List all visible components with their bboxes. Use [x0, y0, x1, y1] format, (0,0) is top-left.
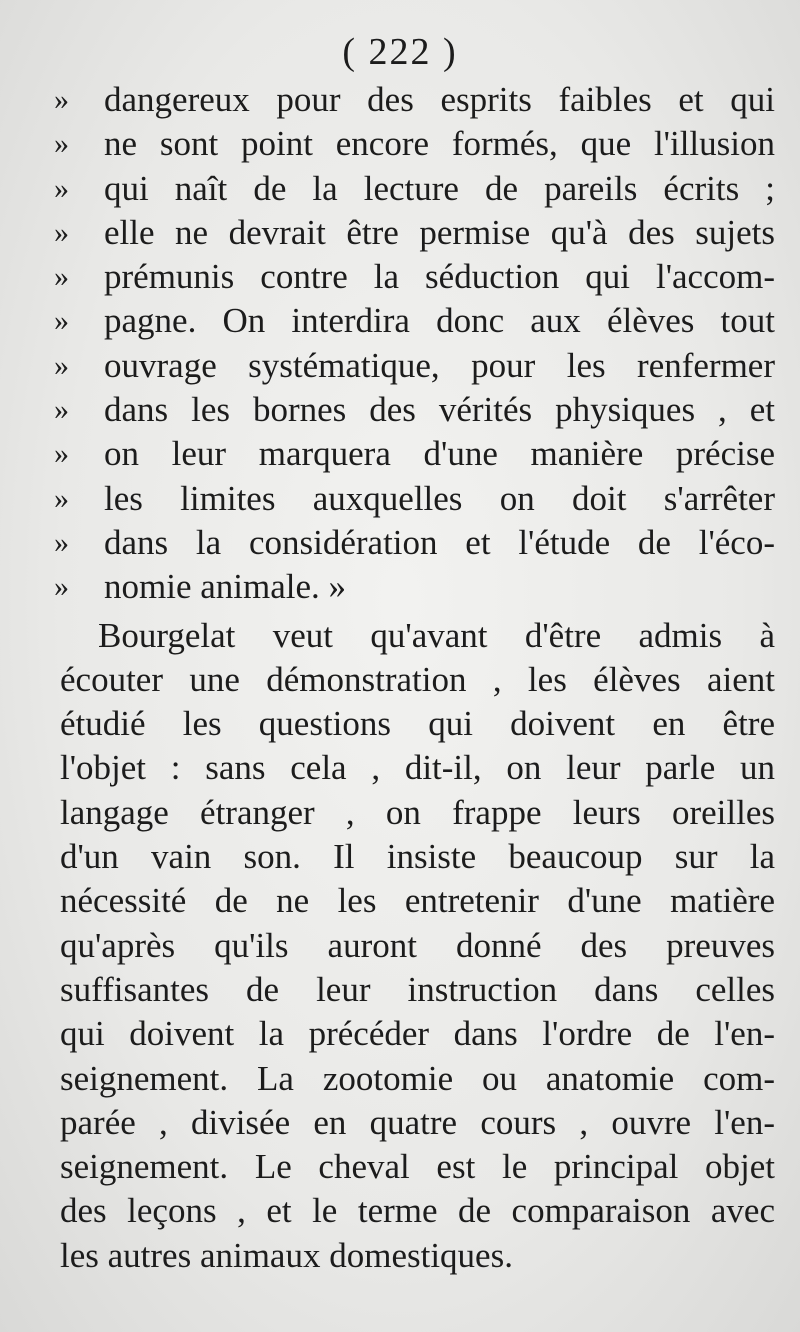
paragraph-line: nécessité de ne les entretenir d'une matière: [60, 881, 775, 921]
paragraph-line: suffisantes de leur instruction dans celles: [60, 969, 775, 1009]
quote-mark: »: [54, 525, 69, 559]
paragraph-line: parée , divisée en quatre cours , ouvre l'en-: [60, 1102, 775, 1142]
quote-line: » elle ne devrait être permise qu'à des sujets: [60, 211, 775, 255]
paragraph-line: étudié les questions qui doivent en être: [60, 704, 775, 744]
quote-line: » ne sont point encore formés, que l'illusion: [60, 122, 775, 166]
quote-line: » dans les bornes des vérités physiques , et: [60, 388, 775, 432]
quote-mark: »: [54, 260, 69, 294]
quote-line: » prémunis contre la séduction qui l'accom-: [60, 255, 775, 299]
paragraph-line: les autres animaux domestiques.: [60, 1235, 513, 1275]
quote-line: » nomie animale. »: [60, 565, 775, 609]
paragraph-line: qu'après qu'ils auront donné des preuves: [60, 925, 775, 965]
paragraph-line: langage étranger , on frappe leurs oreilles: [60, 792, 775, 832]
paragraph-line: Bourgelat veut qu'avant d'être admis à: [98, 615, 775, 655]
quote-line: » les limites auxquelles on doit s'arrêter: [60, 477, 775, 521]
quoted-passage: [54, 78, 775, 610]
paragraph-line: qui doivent la précéder dans l'ordre de l'en-: [60, 1014, 775, 1054]
quote-line: » qui naît de la lecture de pareils écrits ;: [60, 167, 775, 211]
quote-mark: »: [54, 171, 69, 205]
page-number: ( 222 ): [342, 31, 458, 73]
quote-mark: »: [54, 348, 69, 382]
quote-mark: »: [54, 481, 69, 515]
quote-mark: »: [54, 83, 69, 116]
quote-mark: »: [54, 127, 69, 161]
quote-line: » pagne. On interdira donc aux élèves tout: [60, 299, 775, 343]
quote-line: » dans la considération et l'étude de l'éco-: [60, 521, 775, 565]
page-text: [54, 78, 775, 1278]
paragraph-line: seignement. Le cheval est le principal objet: [60, 1147, 775, 1187]
paragraph-line: d'un vain son. Il insiste beaucoup sur la: [60, 837, 775, 877]
paragraph-line: l'objet : sans cela , dit-il, on leur parle un: [60, 748, 775, 788]
quote-mark: »: [54, 570, 69, 604]
quote-line: » on leur marquera d'une manière précise: [60, 432, 775, 476]
quote-line: » dangereux pour des esprits faibles et qui: [60, 78, 775, 122]
paragraph-line: seignement. La zootomie ou anatomie com-: [60, 1058, 775, 1098]
paragraph-line: écouter une démonstration , les élèves aient: [60, 659, 775, 699]
quote-mark: »: [54, 304, 69, 338]
quote-mark: »: [54, 215, 69, 249]
quote-mark: »: [54, 393, 69, 427]
quote-line: » ouvrage systématique, pour les renfermer: [60, 344, 775, 388]
body-paragraph: [60, 614, 775, 1278]
paragraph-line: des leçons , et le terme de comparaison avec: [60, 1191, 775, 1231]
quote-mark: »: [54, 437, 69, 471]
